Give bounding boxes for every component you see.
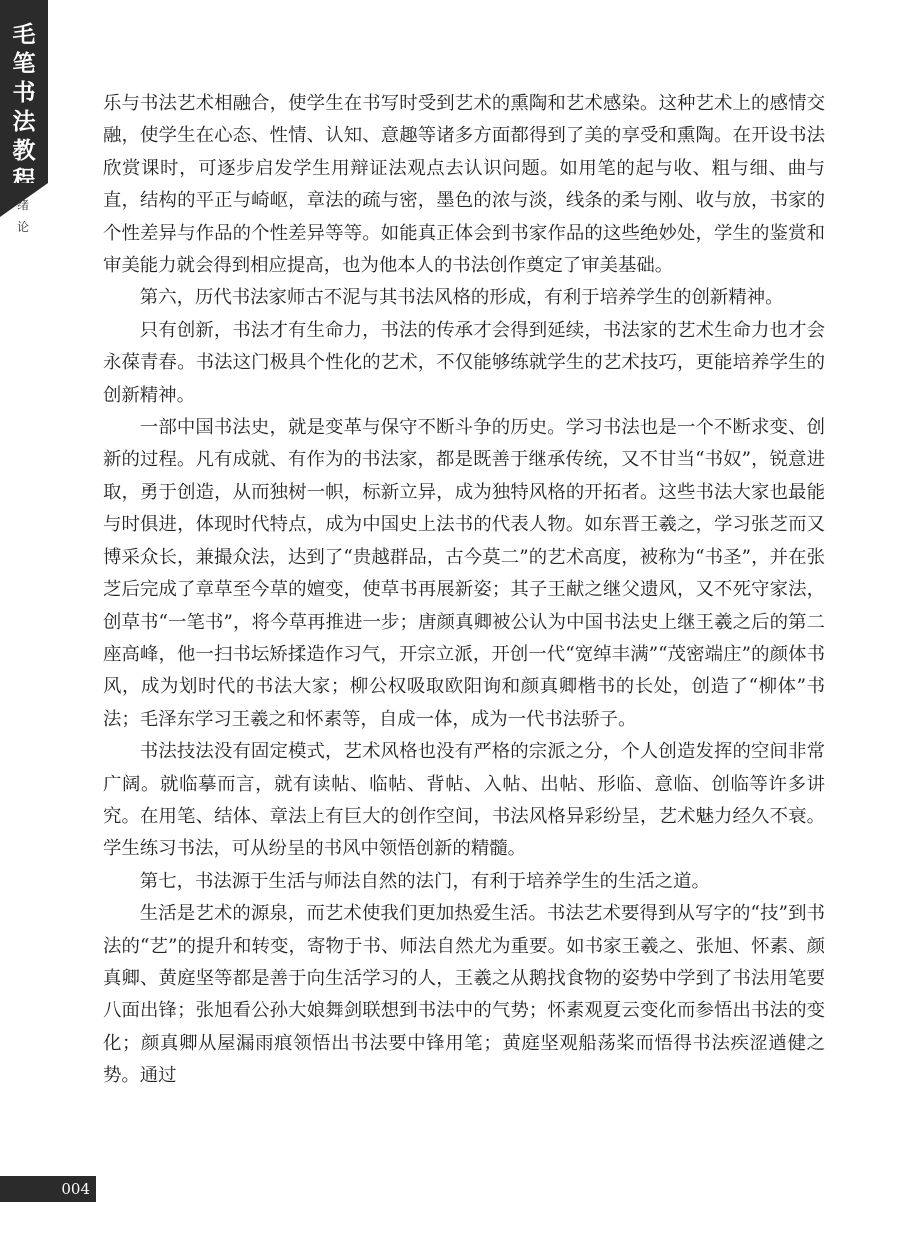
chapter-label-char: 论 [16, 220, 29, 234]
side-tab [0, 0, 48, 193]
paragraph: 生活是艺术的源泉，而艺术使我们更加热爱生活。书法艺术要得到从写字的“技”到书法的“艺”的提升和转变，寄物于书、师法自然尤为重要。如书家王羲之、张旭、怀素、颜真卿、黄庭坚等都是善于向生活学习的人，王羲之从鹅找食物的姿势中学到了书法用笔要八面出锋；张旭看公孙大娘舞剑联想到书法中的气势；怀素观夏云变化而参悟出书法的变化；颜真卿从屋漏雨痕领悟出书法要中锋用笔；黄庭坚观船荡桨而悟得书法疾涩遒健之势。通过 [103, 903, 825, 1087]
book-title-char: 笔 [12, 50, 36, 77]
chapter-label [15, 194, 31, 238]
paragraph: 书法技法没有固定模式，艺术风格也没有严格的宗派之分，个人创造发挥的空间非常广阔。就临摹而言，就有读帖、临帖、背帖、入帖、出帖、形临、意临、创临等许多讲究。在用笔、结体、章法上有巨大的创作空间，书法风格异彩纷呈，艺术魅力经久不衰。学生练习书法，可从纷呈的书风中领悟创新的精髓。 [103, 741, 825, 860]
book-title-char: 书 [12, 79, 36, 106]
paragraph: 乐与书法艺术相融合，使学生在书写时受到艺术的熏陶和艺术感染。这种艺术上的感情交融，使学生在心态、性情、认知、意趣等诸多方面都得到了美的享受和熏陶。在开设书法欣赏课时，可逐步启发学生用辩证法观点去认识问题。如用笔的起与收、粗与细、曲与直，结构的平正与崎岖，章法的疏与密，墨色的浓与淡，线条的柔与刚、收与放，书家的个性差异与作品的个性差异等等。如能真正体会到书家作品的这些绝妙处，学生的鉴赏和审美能力就会得到相应提高，也为他本人的书法创作奠定了审美基础。 [103, 93, 825, 277]
paragraph: 只有创新，书法才有生命力，书法的传承才会得到延续，书法家的艺术生命力也才会永葆青春。书法这门极具个性化的艺术，不仅能够练就学生的艺术技巧，更能培养学生的创新精神。 [103, 319, 825, 406]
paragraph: 第六，历代书法家师古不泥与其书法风格的形成，有利于培养学生的创新精神。 [139, 287, 784, 309]
paragraph: 一部中国书法史，就是变革与保守不断斗争的历史。学习书法也是一个不断求变、创新的过程。凡有成就、有作为的书法家，都是既善于继承传统，又不甘当“书奴”，锐意进取，勇于创造，从而独树一帜，标新立异，成为独特风格的开拓者。这些书法大家也最能与时俱进，体现时代特点，成为中国史上法书的代表人物。如东晋王羲之，学习张芝而又博采众长，兼撮众法，达到了“贵越群品，古今莫二”的艺术高度，被称为“书圣”，并在张芝后完成了章草至今草的嬗变，使草书再展新姿；其子王献之继父遗风，又不死守家法，创草书“一笔书”，将今草再推进一步；唐颜真卿被公认为中国书法史上继王羲之后的第二座高峰，他一扫书坛矫揉造作习气，开宗立派，开创一代“宽绰丰满”“茂密端庄”的颜体书风，成为划时代的书法大家；柳公权吸取欧阳询和颜真卿楷书的长处，创造了“柳体”书法；毛泽东学习王羲之和怀素等，自成一体，成为一代书法骄子。 [103, 417, 825, 730]
page-number: 004 [0, 1176, 96, 1202]
book-title-char: 法 [12, 108, 36, 135]
chapter-label-char: 绪 [16, 198, 29, 212]
paragraph: 第七，书法源于生活与师法自然的法门，有利于培养学生的生活之道。 [139, 870, 710, 892]
book-title [12, 20, 36, 194]
body-text [103, 88, 825, 1093]
book-title-char: 程 [12, 166, 36, 193]
book-title-char: 毛 [12, 21, 36, 48]
book-title-char: 教 [12, 137, 36, 164]
